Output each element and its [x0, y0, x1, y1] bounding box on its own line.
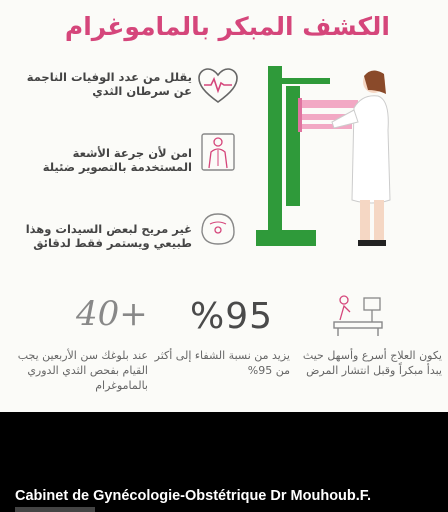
heartbeat-icon	[196, 66, 240, 106]
benefit-text-3: غير مريح لبعض السيدات وهذا طبيعي ويستمر فقط لدقائق	[25, 222, 192, 250]
breast-icon	[196, 208, 240, 248]
xray-woman-icon	[196, 132, 240, 172]
benefit-text-1: يقلل من عدد الوفيات الناجمة عن سرطان الثدي	[26, 70, 192, 98]
stats-row	[0, 286, 448, 396]
stat-text-2: يزيد من نسبة الشفاء إلى أكثر من 95%	[154, 349, 290, 377]
stat-percent-value: %95	[190, 296, 274, 337]
benefit-text-2: امن لأن جرعة الأشعة المستخدمة بالتصوير ضئيلة	[42, 146, 192, 174]
stat-text-3: يكون العلاج أسرع وأسهل حيث يبدأ مبكراً وقبل انتشار المرض	[302, 349, 442, 377]
channel-name[interactable]: Cabinet de Gynécologie-Obstétrique Dr Mouhoub.F.	[15, 488, 372, 504]
stat-age-value: 40+	[76, 294, 148, 334]
mammography-illustration	[250, 60, 400, 252]
clinic-bed-icon	[330, 290, 386, 340]
caption-subline	[15, 507, 95, 512]
stat-text-1: عند بلوغك سن الأربعين يجب القيام بفحص الثدي الدوري بالماموغرام	[17, 349, 148, 392]
poster-title: الكشف المبكر بالماموغرام	[64, 12, 390, 41]
